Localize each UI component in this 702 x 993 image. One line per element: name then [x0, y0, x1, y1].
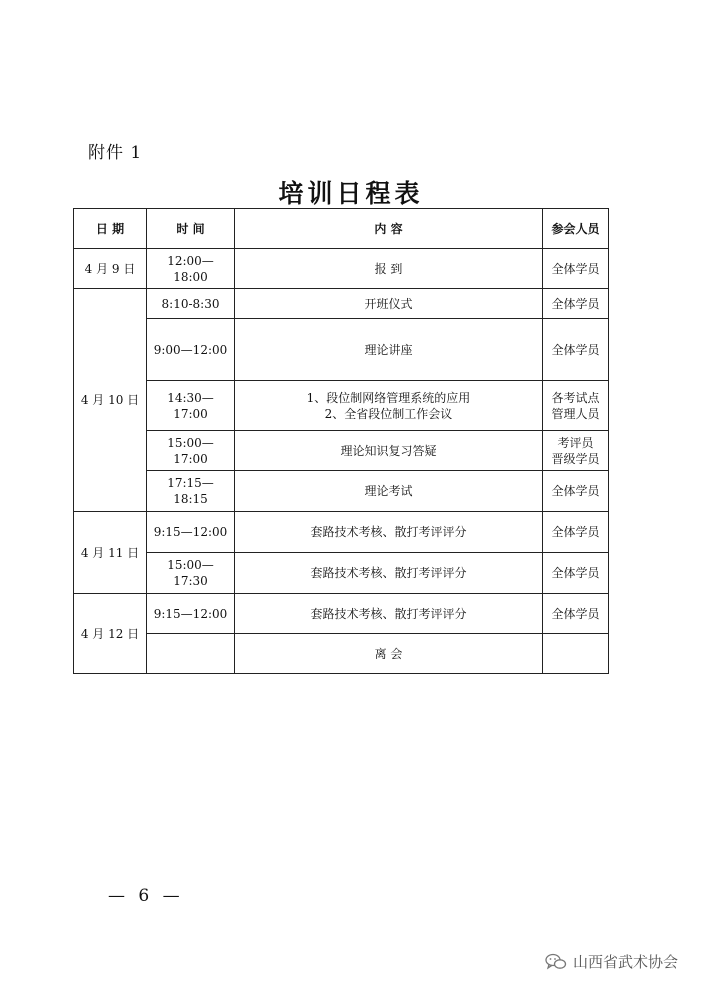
time-cell: 17:15—18:15 — [147, 471, 235, 512]
participants-cell: 全体学员 — [543, 319, 609, 381]
table-row — [74, 249, 609, 289]
attachment-label: 附件 1 — [88, 143, 143, 163]
table-row — [74, 431, 609, 471]
table-row — [74, 634, 609, 674]
participants-line: 晋级学员 — [551, 451, 600, 466]
time-cell: 15:00—17:00 — [147, 431, 235, 471]
content-cell: 理论知识复习答疑 — [235, 431, 543, 471]
content-cell: 套路技术考核、散打考评评分 — [235, 512, 543, 553]
content-cell: 离 会 — [235, 634, 543, 674]
date-cell: 4 月 10 日 — [74, 289, 147, 512]
time-cell: 12:00—18:00 — [147, 249, 235, 289]
time-cell: 9:15—12:00 — [147, 512, 235, 553]
participants-cell: 全体学员 — [543, 594, 609, 634]
content-cell: 理论讲座 — [235, 319, 543, 381]
header-participants: 参会人员 — [543, 209, 609, 249]
participants-cell: 全体学员 — [543, 553, 609, 594]
time-cell — [147, 634, 235, 674]
table-row — [74, 471, 609, 512]
date-cell: 4 月 11 日 — [74, 512, 147, 594]
header-date: 日 期 — [74, 209, 147, 249]
table-row — [74, 553, 609, 594]
date-cell: 4 月 9 日 — [74, 249, 147, 289]
watermark — [545, 951, 678, 972]
time-cell: 9:00—12:00 — [147, 319, 235, 381]
time-cell: 15:00—17:30 — [147, 553, 235, 594]
time-cell: 8:10-8:30 — [147, 289, 235, 319]
watermark-text: 山西省武术协会 — [572, 953, 678, 971]
header-content: 内 容 — [235, 209, 543, 249]
participants-cell: 全体学员 — [543, 249, 609, 289]
content-cell: 报 到 — [235, 249, 543, 289]
page-number: — 6 — — [108, 886, 184, 906]
schedule-table — [73, 208, 609, 674]
participants-cell: 全体学员 — [543, 289, 609, 319]
participants-cell — [543, 634, 609, 674]
content-line: 2、全省段位制工作会议 — [324, 406, 453, 421]
document-title: 培训日程表 — [278, 179, 424, 208]
participants-cell: 全体学员 — [543, 512, 609, 553]
participants-line: 各考试点 — [551, 390, 600, 405]
wechat-icon — [545, 953, 567, 971]
participants-cell: 全体学员 — [543, 471, 609, 512]
table-header-row — [74, 209, 609, 249]
content-cell: 套路技术考核、散打考评评分 — [235, 594, 543, 634]
table-row — [74, 381, 609, 431]
content-cell: 理论考试 — [235, 471, 543, 512]
content-cell: 开班仪式 — [235, 289, 543, 319]
header-time: 时 间 — [147, 209, 235, 249]
table-row — [74, 319, 609, 381]
table-row — [74, 594, 609, 634]
participants-line: 考评员 — [557, 435, 594, 450]
time-cell: 9:15—12:00 — [147, 594, 235, 634]
participants-cell — [543, 431, 609, 471]
date-cell: 4 月 12 日 — [74, 594, 147, 674]
time-cell: 14:30—17:00 — [147, 381, 235, 431]
participants-cell — [543, 381, 609, 431]
participants-line: 管理人员 — [551, 406, 600, 421]
content-line: 1、段位制网络管理系统的应用 — [306, 390, 471, 405]
table-row — [74, 512, 609, 553]
content-cell: 套路技术考核、散打考评评分 — [235, 553, 543, 594]
content-cell — [235, 381, 543, 431]
table-row — [74, 289, 609, 319]
